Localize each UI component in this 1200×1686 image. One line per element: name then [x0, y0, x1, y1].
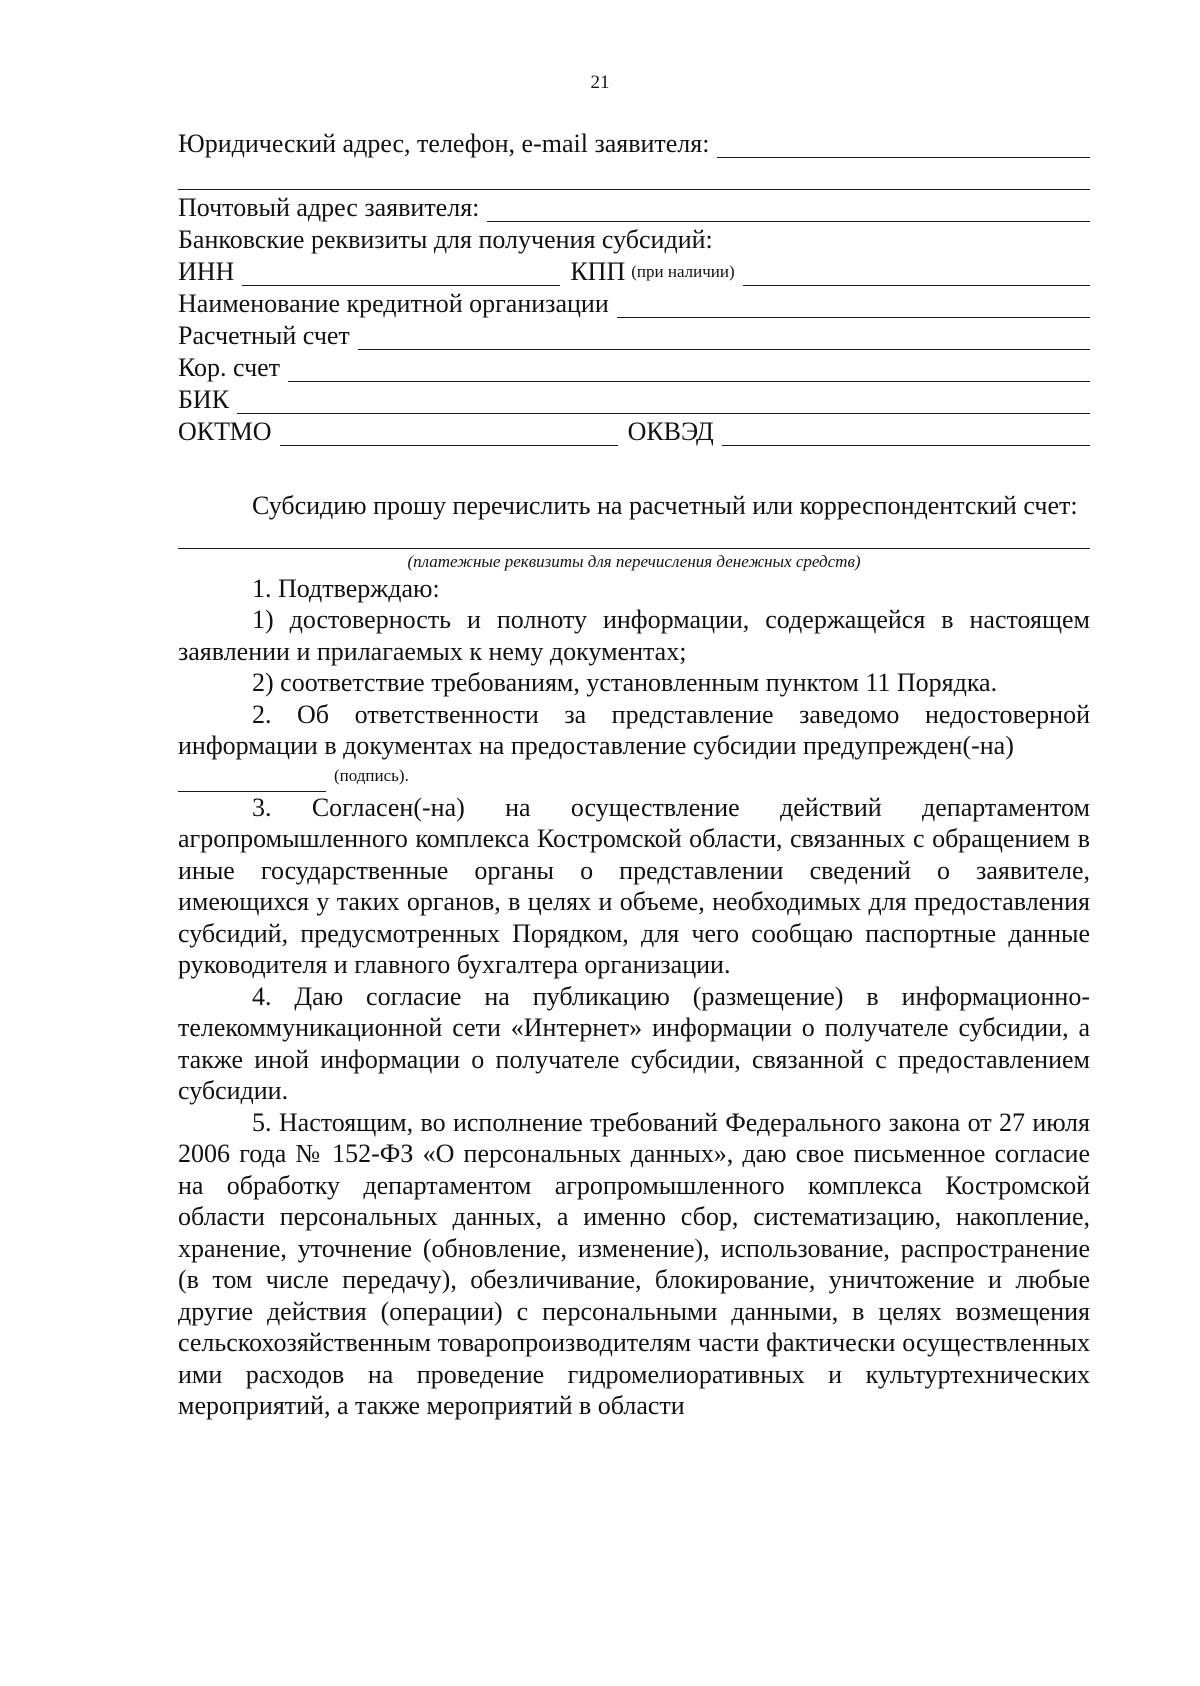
- okved-label: ОКВЭД: [627, 417, 714, 446]
- page-number: 21: [590, 72, 610, 93]
- transfer-paragraph: Субсидию прошу перечислить на расчетный или корреспондентский счет:: [252, 491, 1078, 520]
- oktmo-okved-row: [178, 414, 1090, 446]
- paragraph-4: 4. Даю согласие на публикацию (размещение) в информационно-телекоммуникационной сети «Интернет» информации о получателе субсидии, а также иной информации о получателе субсидии, связанной с предоставлением субсидии.: [178, 981, 1090, 1105]
- oktmo-field[interactable]: [280, 423, 618, 446]
- legal-address-row: [178, 126, 1090, 158]
- inn-field[interactable]: [242, 263, 560, 286]
- credit-org-field[interactable]: [617, 295, 1090, 318]
- confirm-item-2: 2) соответствие требованиям, установленным пунктом 11 Порядка.: [252, 668, 998, 697]
- account-label: Расчетный счет: [178, 321, 350, 350]
- signature-field[interactable]: [178, 771, 326, 792]
- kpp-field[interactable]: [743, 263, 1090, 286]
- paragraph-2: 2. Об ответственности за представление заведомо недостоверной информации в документах на предоставление субсидии предупрежден(-на): [178, 699, 1090, 760]
- okved-field[interactable]: [722, 423, 1090, 446]
- bik-field[interactable]: [237, 391, 1090, 414]
- account-row: [178, 318, 1090, 350]
- legal-address-continuation-row: [178, 158, 1090, 190]
- applicant-fields: [178, 126, 1090, 446]
- legal-address-label: Юридический адрес, телефон, e-mail заявителя:: [178, 129, 710, 158]
- bank-details-label: Банковские реквизиты для получения субсидий:: [178, 225, 713, 254]
- payment-details-caption: (платежные реквизиты для перечисления денежных средств): [407, 551, 861, 571]
- corr-account-field[interactable]: [288, 359, 1090, 382]
- postal-address-label: Почтовый адрес заявителя:: [178, 193, 480, 222]
- payment-details-field[interactable]: [178, 528, 1090, 549]
- corr-account-label: Кор. счет: [178, 353, 281, 382]
- account-field[interactable]: [358, 327, 1090, 350]
- kpp-label: КПП: [570, 257, 626, 286]
- signature-label: (подпись).: [334, 766, 409, 785]
- legal-address-field[interactable]: [717, 135, 1090, 158]
- legal-address-field-line2[interactable]: [178, 167, 1090, 190]
- kpp-note: (при наличии): [631, 262, 735, 281]
- confirm-heading: 1. Подтверждаю:: [252, 573, 440, 603]
- signature-row: [178, 762, 1090, 792]
- document-body: [178, 490, 1090, 1422]
- credit-org-label: Наименование кредитной организации: [178, 289, 609, 318]
- bik-label: БИК: [178, 385, 230, 414]
- bank-details-row: [178, 222, 1090, 254]
- credit-org-row: [178, 286, 1090, 318]
- inn-kpp-row: [178, 254, 1090, 286]
- inn-label: ИНН: [178, 257, 235, 286]
- bik-row: [178, 382, 1090, 414]
- postal-address-field[interactable]: [487, 199, 1090, 222]
- paragraph-3: 3. Согласен(-на) на осуществление действий департаментом агропромышленного комплекса Костромской области, связанных с обращением в иные государственные органы о представлении сведений о заявителе, имеющихся у таких органов, в целях и объеме, необходимых для предоставления субсидий, предусмотренных Порядком, для чего сообщаю паспортные данные руководителя и главного бухгалтера организации.: [178, 792, 1090, 979]
- paragraph-5: 5. Настоящим, во исполнение требований Федерального закона от 27 июля 2006 года № 152-ФЗ «О персональных данных», даю свое письменное согласие на обработку департаментом агропромышленного комплекса Костромской области персональных данных, а именно сбор, систематизацию, накопление, хранение, уточнение (обновление, изменение), использование, распространение (в том числе передачу), обезличивание, блокирование, уничтожение и любые другие действия (операции) с персональными данными, в целях возмещения сельскохозяйственным товаропроизводителям части фактически осуществленных ими расходов на проведение гидромелиоративных и культуртехнических мероприятий, а также мероприятий в области: [178, 1107, 1090, 1420]
- oktmo-label: ОКТМО: [178, 417, 272, 446]
- postal-address-row: [178, 190, 1090, 222]
- confirm-item-1: 1) достоверность и полноту информации, содержащейся в настоящем заявлении и прилагаемых к нему документах;: [178, 605, 1090, 666]
- corr-account-row: [178, 350, 1090, 382]
